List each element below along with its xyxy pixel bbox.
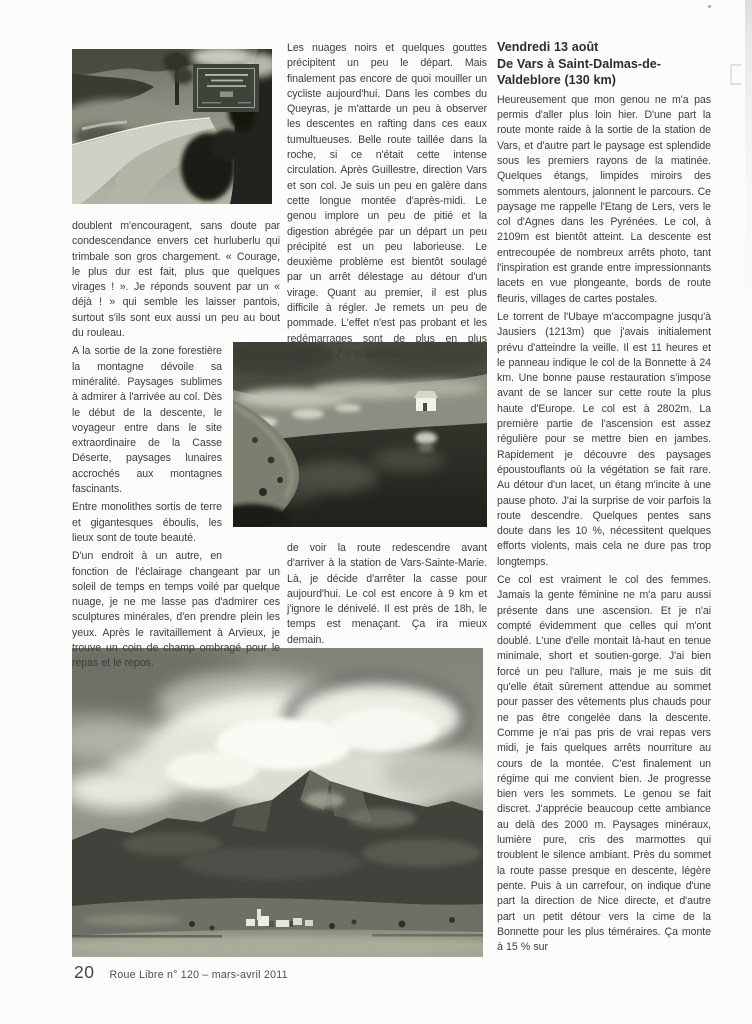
column-2-top	[287, 41, 487, 365]
paragraph: de voir la route redescendre avant d'arriver à la station de Vars-Sainte-Marie. Là, je décide d'arrêter la casse pour aujourd'hui. Le col est encore à 9 km et j'ignore le dénivelé. Il est près de 18h, le temps est menaçant. Ça ira mieux demain.	[287, 542, 487, 646]
paragraph: Entre monolithes sortis de terre et gigantesques éboulis, les lieux sont de toute beauté.	[72, 501, 222, 544]
column-1	[72, 219, 280, 675]
page-number: 20	[74, 962, 95, 982]
road-col-sign-photo	[72, 49, 272, 204]
scan-edge-mark	[730, 64, 741, 85]
paragraph: Ce col est vraiment le col des femmes. Jamais la gente féminine ne m'a paru aussi présente dans une ascension. Et je n'ai compté évidemment que celles qui m'ont doublé. L'une d'elle montait là-haut en tenue minimale, short et soutien-gorge. J'ai bien forcé un peu l'allure, mais je me suis dit qu'elle était sûrement attendue au sommet pour passer des vêtements plus chauds pour ne pas être congelée dans la descente. Comme je n'ai pas pris de vrai repas vers midi, je fais quelques arrêts nourriture au cours de la montée. C'est finalement un régime qui me convient bien. Je progresse bien vers les sommets. Le genou se fait discret. J'apprécie beaucoup cette ambiance au delà des 2000 m. Paysages minéraux, lumière pure, cris des marmottes qui troublent le silence ambiant. Près du sommet la route passe presque en descente, légère pente. Puis à un carrefour, on indique d'une part la direction de Nice directe, et d'autre part un petit détour vers la cime de la Bonnette pour les plus téméraires. Ça monte à 15 % sur	[497, 573, 711, 954]
refuge-hut	[414, 391, 439, 411]
paragraph: doublent m'encouragent, sans doute par condescendance envers cet hurluberlu qui trimbale son gros chargement. « Courage, le plus dur est fait, plus que quelques virages ! ». Je réponds souvent par un « déjà ! » qui semble les laisser pantois, surtout s'ils sont eux aussi un peu au bout du rouleau.	[72, 220, 280, 340]
paragraph: A la sortie de la zone forestière la montagne dévoile sa minéralité. Paysages sublimes à admirer à l'arrivée au col. Dès le début de la descente, le voyageur entre dans le site extraordinaire de la Casse Déserte, paysages lunaires accrochés aux montagnes fascinants.	[72, 345, 222, 496]
page-footer	[74, 962, 288, 983]
paragraph: D'un endroit à un autre, en fonction de l'éclairage changeant par un soleil de temps en temps voilé par quelque nuage, je ne me lasse pas d'admirer ces sculptures minérales, d'en prendre plein les yeux. Après le ravitaillement à Arvieux, je trouve un coin de champ ombragé pour le repas et le repos.	[72, 550, 280, 670]
paragraph: Heureusement que mon genou ne m'a pas permis d'aller plus loin hier. D'une part la route monte raide à la sortie de la station de Vars, et d'autre part le paysage est splendide sous les premiers rayons de la matinée. Quelques étangs, limpides miroirs des sommets alentours, jalonnent le parcours. Ce paysage me rappelle l'Etang de Lers, vers le col d'Agnes dans les Pyrénées. Le col, à 2109m est bientôt atteint. La descente est entrecoupée de nombreux arrêts photo, tant l'inspiration est grande entre impressionnants lacets en vue plongeante, bords de route fleuris, villages de cartes postales.	[497, 93, 711, 305]
column-3	[497, 39, 711, 958]
column-2-bottom	[287, 541, 487, 651]
heading-route-line1: De Vars à Saint-Dalmas-de-	[497, 56, 661, 71]
heading-route-line2: Valdeblore (130 km)	[497, 73, 616, 88]
issue-label: Roue Libre n° 120 – mars-avril 2011	[109, 969, 288, 981]
paragraph: Les nuages noirs et quelques gouttes précipitent un peu le départ. Mais finalement pas encore de quoi mouiller un cycliste aujourd'hui. Dans les combes du Queyras, je m'attarde un peu à observer les descentes en rafting dans ces eaux tumultueuses. Belle route taillée dans la roche, si ce n'était cette intense circulation. Après Guillestre, direction Vars et son col. Je suis un peu en galère dans cette longue montée d'après-midi. Le genou implore un peu de pitié et la digestion abrégée par un départ un peu précipité est un peu laborieuse. Le deuxième problème est bientôt soulagé par un arrêt délestage au détour d'un virage. Quant au premier, il est plus difficile à régler. Je remets un peu de pommade. L'effet n'est pas probant et les redémarrages sont de plus en plus laborieux. J'ai la surprise	[287, 42, 487, 360]
hut-reflection	[415, 432, 437, 444]
mountain-valley-photo	[72, 648, 483, 957]
section-heading	[497, 39, 711, 89]
road-photo-graphic	[72, 49, 272, 204]
col-sign	[193, 64, 259, 112]
mountain-photo-graphic	[72, 648, 483, 957]
paragraph: Le torrent de l'Ubaye m'accompagne jusqu'à Jausiers (1213m) que j'avais initialement prévu d'atteindre la veille. Il est 11 heures et le panneau indique le col de la Bonnette à 24 km. Une bonne pause restauration s'impose avant de se lancer sur cette route la plus haute d'Europe. Le col est à 2802m. La première partie de l'ascension est assez régulière pour se mettre bien en jambes. Rapidement je découvre des paysages époustouflants où la végétation se fait rare. Au détour d'un lacet, un étang m'incite à une pause photo. J'ai la surprise de voir parfois la route descendre. Quelques pentes sans doute dans les 10 %, nécessitent quelques efforts violents, mais cela ne dure pas trop longtemps.	[497, 310, 711, 568]
scan-speck	[708, 5, 711, 8]
scan-edge-streak	[745, 0, 752, 420]
heading-date: Vendredi 13 août	[497, 40, 599, 54]
photo-wrap-spacer	[230, 344, 280, 556]
